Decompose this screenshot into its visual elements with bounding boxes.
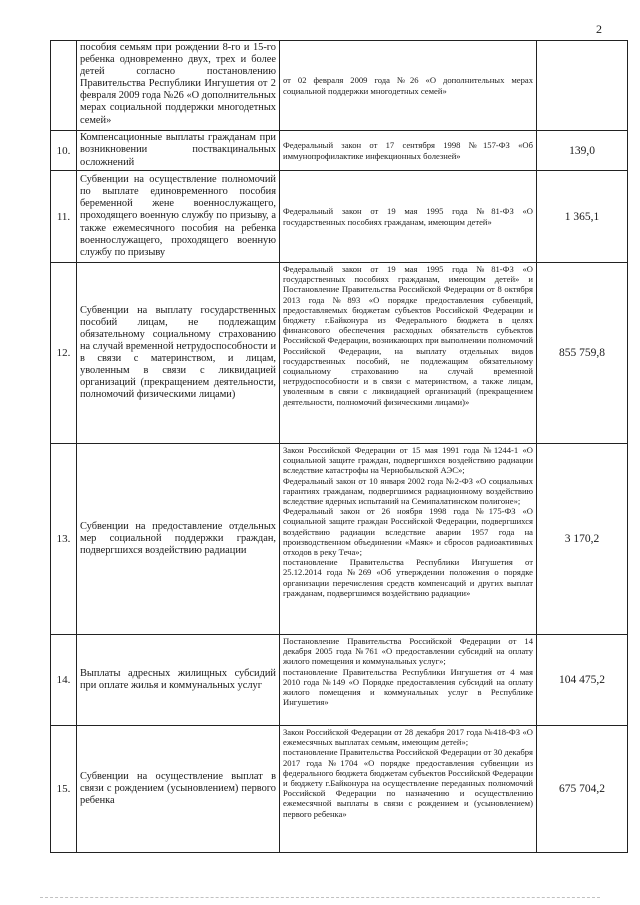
table-row: [51, 263, 628, 444]
table-body: [51, 41, 628, 853]
amount: 855 759,8: [537, 263, 628, 444]
row-number: 12.: [51, 263, 77, 444]
legal-basis: [280, 41, 537, 131]
amount: 139,0: [537, 131, 628, 171]
expense-name: Субвенции на предоставление отдельных мер социальной поддержки граждан, подвергшихся воздействию радиации: [77, 444, 280, 635]
legal-basis-entry: Постановление Правительства Российской Федерации от 14 декабря 2005 года №761 «О предоставлении субсидий на оплату жилого помещения и коммунальных услуг»;: [283, 636, 533, 667]
table-row: [51, 41, 628, 131]
legal-basis-entry: Федеральный закон от 19 мая 1995 года №81-ФЗ «О государственных пособиях гражданам, имеющим детей» и Постановление Правительства Российской Федерации от 8 октября 2013 года №893 «О порядке предоставления субвенций, предоставляемых бюджетам субъектов Российской Федерации и бюджету г.Байконура из Федерального бюджета в целях финансового обеспечения расходных обязательств субъектов Российской Федерации, возникающих при выполнении полномочий Российской Федерации, на выплату отдельных видов государственных пособий, не подлежащим обязательному социальному страхованию на случай временной нетрудоспособности и в связи с материнством, а также лицам, уволенным в связи с ликвидацией организаций (прекращением деятельности, полномочий физическими лицами)»: [283, 264, 533, 407]
legal-basis: [280, 635, 537, 726]
table-row: [51, 726, 628, 853]
legal-basis: [280, 131, 537, 171]
legal-basis: [280, 263, 537, 444]
appropriations-table: [50, 40, 628, 853]
legal-basis-entry: постановление Правительства Республики Ингушетия от 4 мая 2010 года №149 «О Порядке предоставления субсидий на оплату жилого помещения и коммунальных услуг в Республике Ингушетия»: [283, 666, 533, 708]
legal-basis-entry: Федеральный закон от 19 мая 1995 года №81-ФЗ «О государственных пособиях гражданам, имеющим детей»: [283, 206, 533, 227]
table-row: [51, 131, 628, 171]
legal-basis-entry: Федеральный закон от 17 сентября 1998 №157-ФЗ «Об иммунопрофилактике инфекционных болезней»: [283, 140, 533, 161]
amount: 3 170,2: [537, 444, 628, 635]
legal-basis-entry: постановление Правительства Республики Ингушетия от 25.12.2014 года №269 «Об утверждении положения о порядке организации перечисления средств компенсаций и других выплат гражданам, подвергшимся воздействию радиации»: [283, 557, 533, 598]
legal-basis-entry: Федеральный закон от 10 января 2002 года №2-ФЗ «О социальных гарантиях гражданам, подвергшимся радиационному воздействию вследствие ядерных испытаний на Семипалатинском полигоне»;: [283, 475, 533, 507]
legal-basis-entry: постановление Правительства Российской Федерации от 30 декабря 2017 года №1704 «О порядке предоставления субвенции из федерального бюджета бюджетам субъектов Российской Федерации и бюджету г.Байконура на осуществление переданных полномочий Российской Федерации по назначению и осуществлению ежемесячной выплаты в связи с рождением и (усыновлением) первого ребенка»: [283, 747, 533, 819]
expense-name: Выплаты адресных жилищных субсидий при оплате жилья и коммунальных услуг: [77, 635, 280, 726]
row-number: 11.: [51, 171, 77, 263]
amount: [537, 41, 628, 131]
row-number: [51, 41, 77, 131]
row-number: 15.: [51, 726, 77, 853]
expense-name: пособия семьям при рождении 8-го и 15-го ребенка одновременно двух, трех и более детей согласно постановлению Правительства Республики Ингушетия от 2 февраля 2009 года №26 «О дополнительных мерах социальной поддержки многодетных семей»: [77, 41, 280, 131]
expense-name: Субвенции на выплату государственных пособий лицам, не подлежащим обязательному социальному страхованию на случай временной нетрудоспособности и в связи с материнством, и лицам, уволенным в связи с ликвидацией организаций (прекращением деятельности, полномочий физическими лицами): [77, 263, 280, 444]
legal-basis-entry: от 02 февраля 2009 года №26 «О дополнительных мерах социальной поддержки многодетных семей»: [283, 75, 533, 96]
row-number: 14.: [51, 635, 77, 726]
legal-basis-entry: Закон Российской Федерации от 28 декабря 2017 года №418-ФЗ «О ежемесячных выплатах семьям, имеющим детей»;: [283, 727, 533, 748]
row-number: 13.: [51, 444, 77, 635]
table-row: [51, 171, 628, 263]
expense-name: Компенсационные выплаты гражданам при возникновении поствакцинальных осложнений: [77, 131, 280, 171]
amount: 104 475,2: [537, 635, 628, 726]
table-row: [51, 635, 628, 726]
legal-basis: [280, 171, 537, 263]
amount: 675 704,2: [537, 726, 628, 853]
amount: 1 365,1: [537, 171, 628, 263]
legal-basis: [280, 726, 537, 853]
expense-name: Субвенции на осуществление выплат в связи с рождением (усыновлением) первого ребенка: [77, 726, 280, 853]
expense-name: Субвенции на осуществление полномочий по выплате единовременного пособия беременной жене военнослужащего, проходящего военную службу по призыву, а также ежемесячного пособия на ребенка военнослужащего, проходящего военную службу по призыву: [77, 171, 280, 263]
page-number: 2: [596, 22, 602, 36]
legal-basis: [280, 444, 537, 635]
row-number: 10.: [51, 131, 77, 171]
legal-basis-entry: Закон Российской Федерации от 15 мая 1991 года №1244-1 «О социальной защите граждан, подвергшихся воздействию радиации вследствие катастрофы на Чернобыльской АЭС»;: [283, 445, 533, 476]
scan-edge-marks: [40, 897, 600, 901]
table-row: [51, 444, 628, 635]
legal-basis-entry: Федеральный закон от 26 ноября 1998 года №175-ФЗ «О социальной защите граждан Российской Федерации, подвергшихся воздействию радиации вследствие аварии 1957 года на производственном объединении «Маяк» и сбросов радиоактивных отходов в реку Теча»;: [283, 506, 533, 558]
